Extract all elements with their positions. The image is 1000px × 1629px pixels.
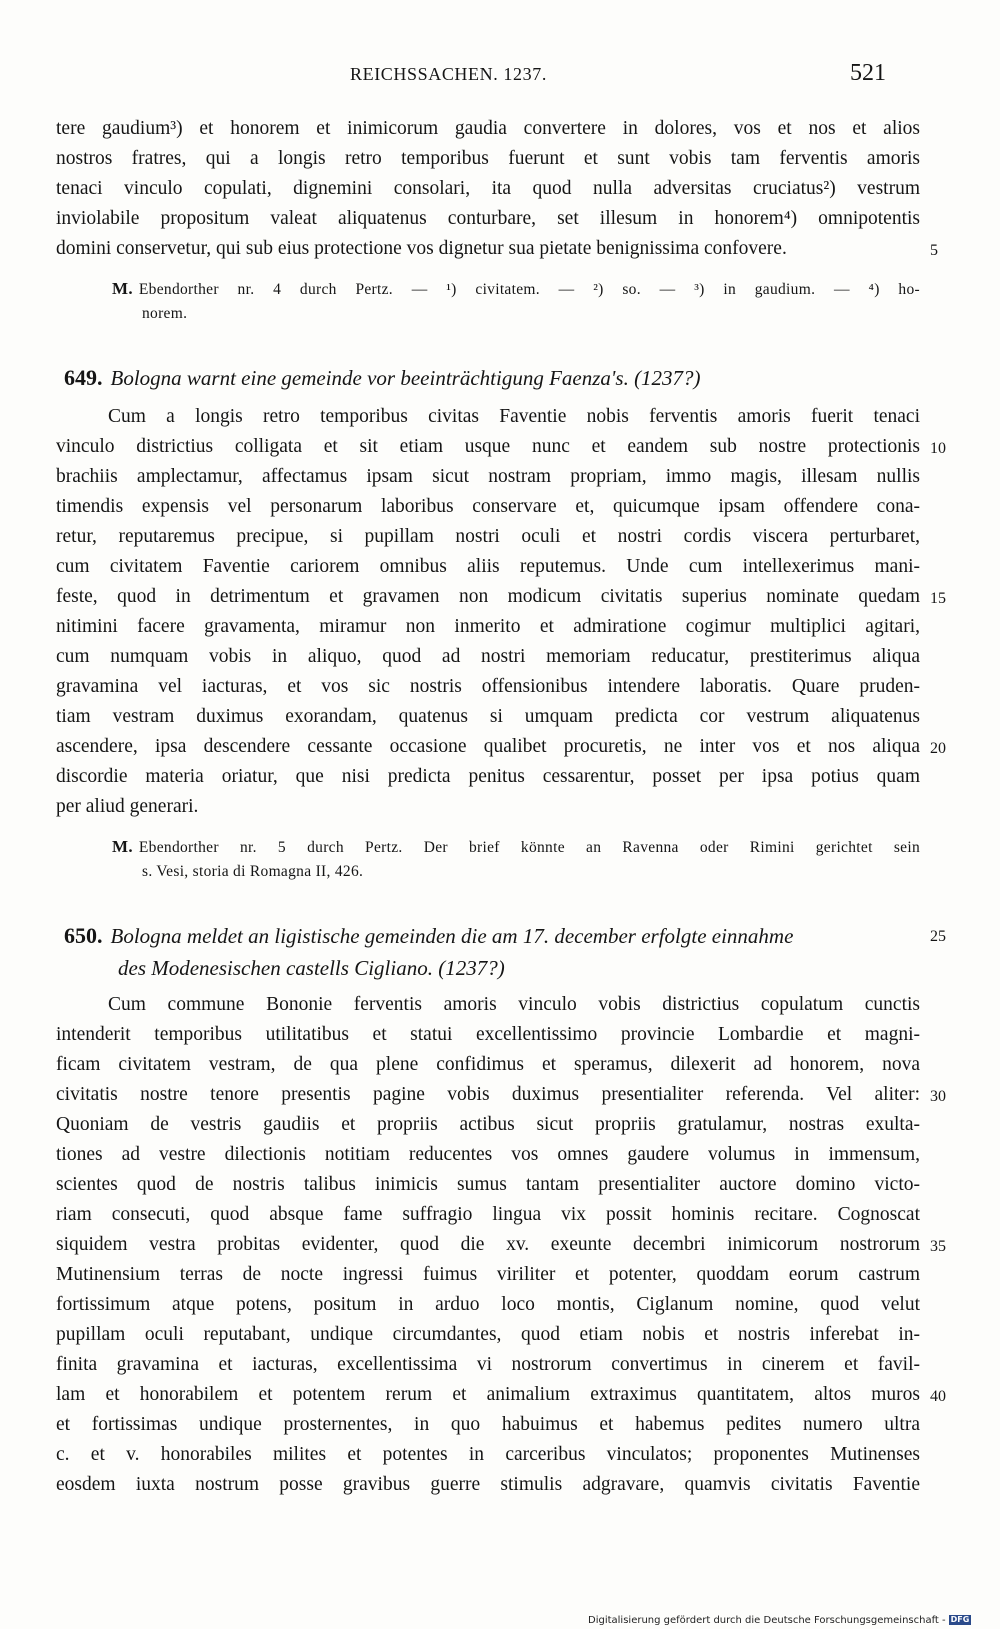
text-line: ficam civitatem vestram, de qua plene confidimus et speramus, dilexerit ad honorem, nova <box>56 1054 920 1075</box>
page-header <box>0 58 1000 98</box>
text-line: c. et v. honorabiles milites et potentes in carceribus vinculatos; proponentes Mutinenses <box>56 1444 920 1465</box>
text-line: retur, reputaremus precipue, si pupillam nostri oculi et nostri cordis viscera perturbaret, <box>56 526 920 547</box>
text-line: inviolabile propositum valeat aliquatenus conturbare, set illesum in honorem⁴) omnipotentis <box>56 208 920 229</box>
text-line: brachiis amplectamur, affectamus ipsam sicut nostram propriam, immo magis, illesam nullis <box>56 466 920 487</box>
document-number: 649. <box>64 365 103 390</box>
footnote-text: Ebendorther nr. 5 durch Pertz. Der brief könnte an Ravenna oder Rimini gerichtet sein <box>138 839 920 856</box>
document-heading <box>64 920 920 952</box>
document-heading-continued <box>118 952 920 984</box>
dfg-logo: DFG <box>950 1615 970 1624</box>
digitization-credit <box>588 1614 998 1628</box>
text-line: eosdem iuxta nostrum posse gravibus guerre stimulis adgravare, quamvis civitatis Faventie <box>56 1474 920 1495</box>
text-line: Mutinensium terras de nocte ingressi fuimus viriliter et potenter, quoddam eorum castrum <box>56 1264 920 1285</box>
line-number: 40 <box>930 1388 946 1405</box>
text-line: cum civitatem Faventie cariorem omnibus aliis reputemus. Unde cum intellexerimus mani- <box>56 556 920 577</box>
document-title: Bologna meldet an ligistische gemeinden die am 17. december erfolgte einnahme <box>110 924 794 948</box>
line-number: 20 <box>930 740 946 757</box>
text-line: discordie materia oriatur, que nisi predicta penitus cessarentur, posset per ipsa potius quam <box>56 766 920 787</box>
line-number: 15 <box>930 590 946 607</box>
footnote-line <box>112 276 920 301</box>
text-line: civitatis nostre tenore presentis pagine vobis duximus presentialiter referenda. Vel aliter: <box>56 1084 920 1105</box>
text-line: intenderit temporibus utilitatibus et statui excellentissimo provincie Lombardie et magni- <box>56 1024 920 1045</box>
text-line: feste, quod in detrimentum et gravamen non modicum civitatis superius nominate quedam <box>56 586 920 607</box>
document-title: des Modenesischen castells Cigliano. (1237?) <box>118 956 505 980</box>
text-line: tere gaudium³) et honorem et inimicorum gaudia convertere in dolores, vos et nos et alios <box>56 118 920 139</box>
text-line: ascendere, ipsa descendere cessante occasione qualibet procuretis, ne inter vos et nos aliqua <box>56 736 920 757</box>
document-number: 650. <box>64 923 103 948</box>
text-line: nostros fratres, qui a longis retro temporibus fuerunt et sunt vobis tam ferventis amoris <box>56 148 920 169</box>
text-line: tiam vestram duximus exorandam, quatenus si umquam predicta cor vestrum aliquatenus <box>56 706 920 727</box>
footnote-line: s. Vesi, storia di Romagna II, 426. <box>142 863 364 880</box>
text-line: domini conservetur, qui sub eius protectione vos dignetur sua pietate benignissima confovere. <box>56 238 787 259</box>
line-number: 35 <box>930 1238 946 1255</box>
line-number: 25 <box>930 928 946 945</box>
manuscript-siglum: M. <box>112 279 133 298</box>
page-number: 521 <box>850 60 886 86</box>
text-line: pupillam oculi reputabant, undique circumdantes, quod etiam nobis et nostris inferebat in- <box>56 1324 920 1345</box>
line-number: 10 <box>930 440 946 457</box>
text-line: siquidem vestra probitas evidenter, quod die xv. exeunte decembri inimicorum nostrorum <box>56 1234 920 1255</box>
line-number: 5 <box>930 242 938 259</box>
text-line: vinculo districtius colligata et sit etiam usque nunc et eandem sub nostre protectionis <box>56 436 920 457</box>
running-head: REICHSSACHEN. 1237. <box>350 64 547 84</box>
text-line: finita gravamina et iacturas, excellentissima vi nostrorum convertimus in cinerem et favil- <box>56 1354 920 1375</box>
document-heading <box>64 362 920 394</box>
text-line: scientes quod de nostris talibus inimicis sumus tantam presentialiter auctore domino victo- <box>56 1174 920 1195</box>
text-line: et fortissimas undique prosternentes, in quo habuimus et habemus pedites numero ultra <box>56 1414 920 1435</box>
text-line: Quoniam de vestris gaudiis et propriis actibus sicut propriis gratulamur, nostras exulta- <box>56 1114 920 1135</box>
text-line: tiones ad vestre dilectionis notitiam reducentes vos omnes gaudere volumus in immensum, <box>56 1144 920 1165</box>
text-line: Cum commune Bononie ferventis amoris vinculo vobis districtius copulatum cunctis <box>108 994 920 1015</box>
document-title: Bologna warnt eine gemeinde vor beeinträchtigung Faenza's. (1237?) <box>110 366 701 390</box>
footnote-line: norem. <box>142 305 188 322</box>
text-line: gravamina vel iacturas, et vos sic nostris offensionibus intendere laboratis. Quare pruden- <box>56 676 920 697</box>
text-line: fortissimum atque potens, positum in arduo loco montis, Ciglanum nomine, quod velut <box>56 1294 920 1315</box>
manuscript-siglum: M. <box>112 837 133 856</box>
text-line: per aliud generari. <box>56 796 199 817</box>
text-line: cum numquam vobis in aliquo, quod ad nostri memoriam reducatur, prestiterimus aliqua <box>56 646 920 667</box>
text-line: nitimini facere gravamenta, miramur non inmerito et admiratione cogimur multiplici agitari, <box>56 616 920 637</box>
credit-text: Digitalisierung gefördert durch die Deutsche Forschungsgemeinschaft - <box>588 1615 946 1626</box>
text-line: timendis expensis vel personarum laboribus conservare et, quicumque ipsam offendere cona- <box>56 496 920 517</box>
text-line: Cum a longis retro temporibus civitas Faventie nobis ferventis amoris fuerit tenaci <box>108 406 920 427</box>
text-line: tenaci vinculo copulati, dignemini consolari, ita quod nulla adversitas cruciatus²) vestrum <box>56 178 920 199</box>
footnote-text: Ebendorther nr. 4 durch Pertz. — ¹) civitatem. — ²) so. — ³) in gaudium. — ⁴) ho- <box>138 281 920 298</box>
text-line: lam et honorabilem et potentem rerum et animalium extraximus quantitatem, altos muros <box>56 1384 920 1405</box>
footnote-line <box>112 834 920 859</box>
text-line: riam consecuti, quod absque fame suffragio lingua vix possit hominis recitare. Cognoscat <box>56 1204 920 1225</box>
line-number: 30 <box>930 1088 946 1105</box>
